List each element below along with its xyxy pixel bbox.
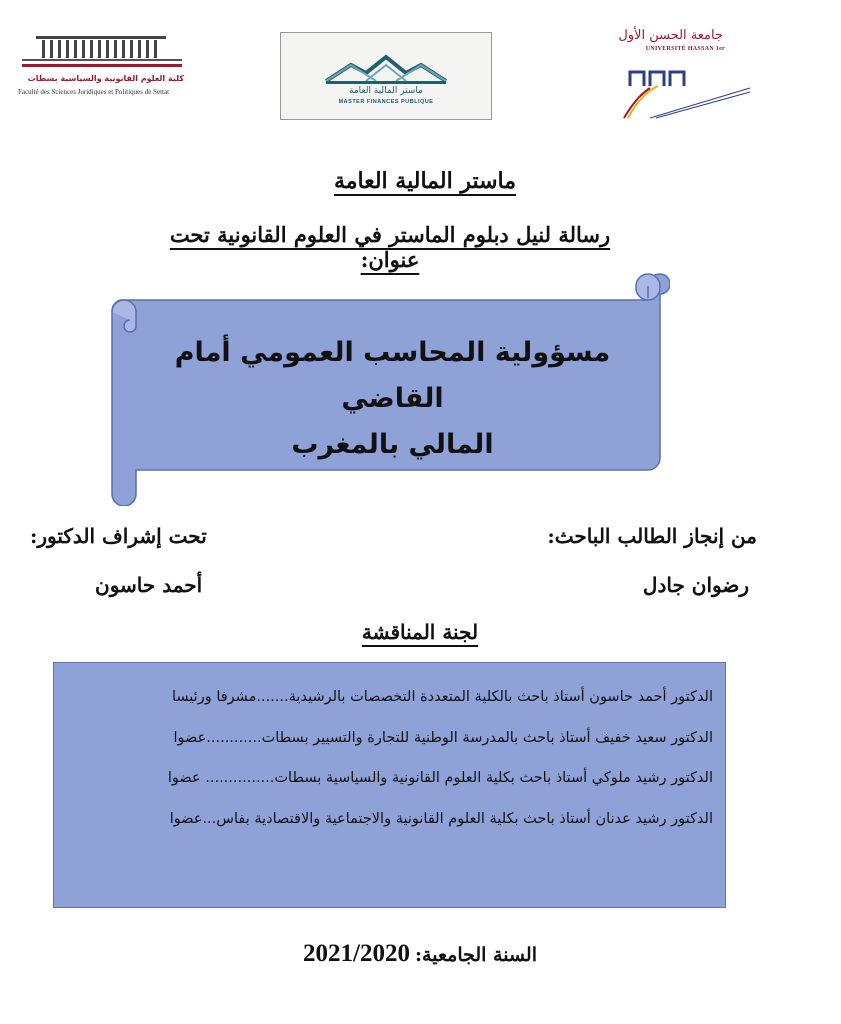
thesis-title-line1: مسؤولية المحاسب العمومي أمام القاضي (174, 337, 611, 414)
roof-arches-icon (321, 51, 451, 85)
committee-box (53, 662, 726, 908)
student-label: من إنجاز الطالب الباحث: (547, 524, 757, 548)
thesis-title-line2: المالي بالمغرب (291, 429, 494, 460)
committee-member: الدكتور رشيد ملوكي أستاذ باحث بكلية العلوم القانونية والسياسية بسطات............... عضوا (167, 770, 713, 786)
faculty-logo (14, 30, 189, 105)
university-logo (590, 26, 755, 121)
master-logo-arabic: ماستر المالية العامة (349, 86, 423, 96)
master-logo-english: MASTER FINANCES PUBLIQUE (338, 99, 434, 105)
supervisor-name: أحمد حاسون (95, 573, 203, 597)
program-title: ماستر المالية العامة (333, 168, 517, 194)
committee-member: الدكتور أحمد حاسون أستاذ باحث بالكلية المتعددة التخصصات بالرشيدية.......مشرفا ورئيسا (171, 689, 713, 705)
committee-list (62, 677, 713, 839)
master-logo (280, 32, 492, 120)
student-name: رضوان جادل (642, 573, 749, 597)
thesis-subtitle: رسالة لنيل دبلوم الماستر في العلوم القانونية تحت عنوان: (169, 222, 611, 272)
university-emblem-icon (610, 56, 760, 120)
academic-year-label: السنة الجامعية: (415, 944, 537, 966)
committee-member: الدكتور رشيد عدنان أستاذ باحث بكلية العلوم القانونية والاجتماعية والاقتصادية بفاس...عضوا (169, 810, 713, 827)
thesis-title (150, 330, 635, 468)
faculty-name-arabic: كلية العلوم القانونية والسياسية بسطات (27, 74, 184, 83)
committee-title: لجنة المناقشة (361, 620, 479, 644)
academic-year-value: 2021/2020 (303, 940, 410, 967)
supervisor-label: تحت إشراف الدكتور: (30, 524, 207, 548)
university-name-french: UNIVERSITÉ HASSAN 1er (645, 46, 725, 52)
faculty-building-icon (22, 34, 182, 68)
faculty-name-french: Faculté des Sciences Juridiques et Politiques de Settat (18, 88, 170, 96)
academic-year (230, 940, 610, 968)
university-name-arabic: جامعة الحسن الأول (618, 28, 723, 43)
committee-member: الدكتور سعيد خفيف أستاذ باحث بالمدرسة الوطنية للتجارة والتسيير بسطات............عضوا (173, 729, 713, 746)
